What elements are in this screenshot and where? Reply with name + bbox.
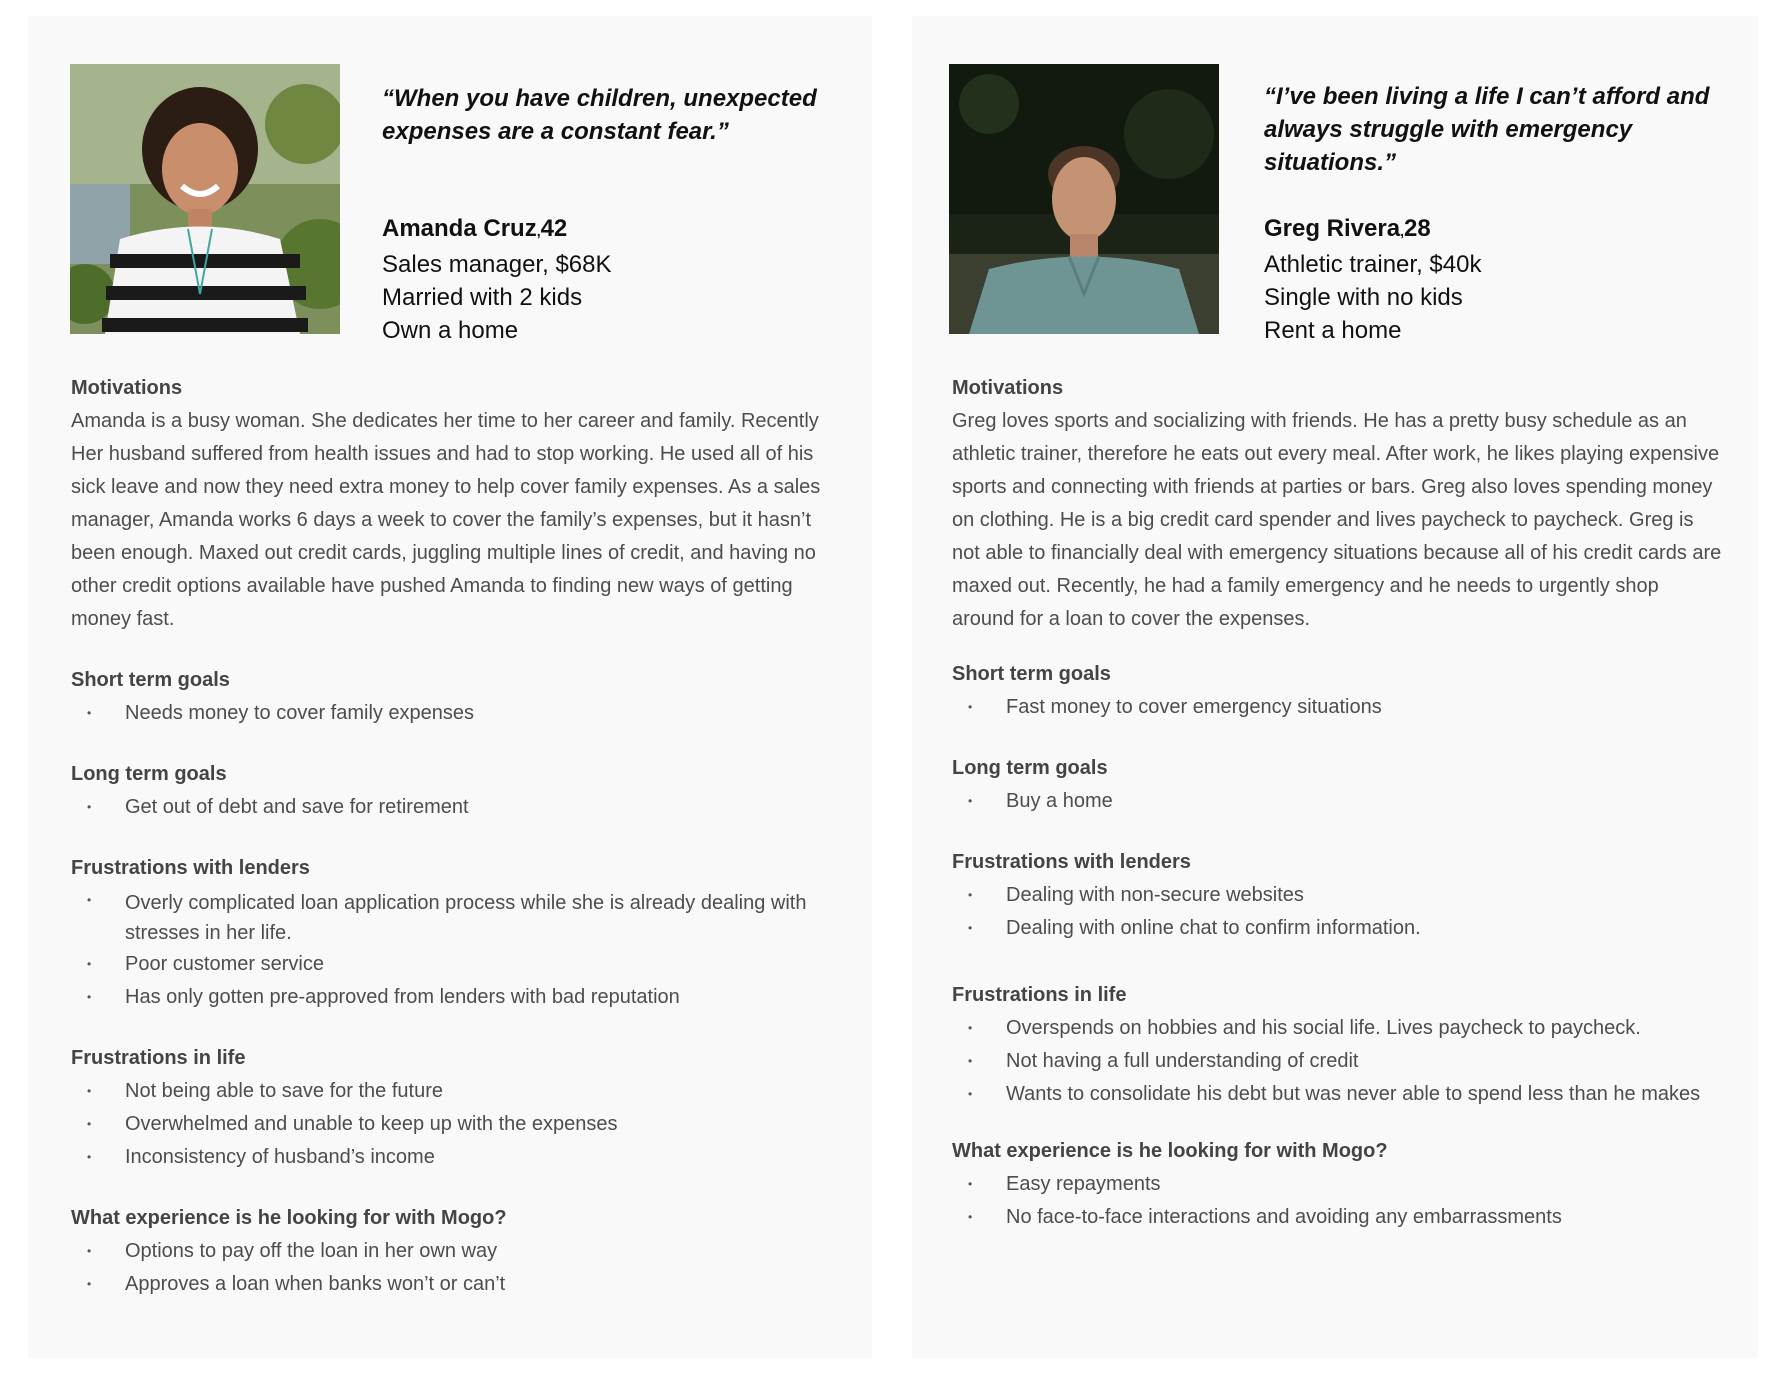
persona-family: Married with 2 kids <box>382 284 583 311</box>
list-item: • Needs money to cover family expenses <box>71 697 832 730</box>
persona-name: Greg Rivera <box>1264 215 1401 242</box>
short-term-goals-section <box>71 664 832 730</box>
persona-name: Amanda Cruz <box>382 215 537 242</box>
persona-header <box>382 64 852 347</box>
list-item: • No face-to-face interactions and avoiding any embarrassments <box>952 1201 1722 1234</box>
short-term-goals-section <box>952 658 1722 724</box>
mogo-experience-section <box>952 1135 1722 1234</box>
persona-family: Single with no kids <box>1264 284 1463 311</box>
persona-card-amanda <box>28 16 872 1358</box>
persona-header <box>1264 64 1734 347</box>
portrait-young-man-icon <box>949 64 1219 334</box>
motivations-text: Amanda is a busy woman. She dedicates her time to her career and family. Recently Her husband suffered from health issues and had to stop working. He used all of his sick leave and now they need extra money to help cover family expenses. As a sales manager, Amanda works 6 days a week to cover the family’s expenses, but it hasn’t been enough. Maxed out credit cards, juggling multiple lines of credit, and having no other credit options available have pushed Amanda to finding new ways of getting money fast. <box>71 410 821 630</box>
mogo-experience-section <box>71 1202 832 1301</box>
persona-job: Sales manager, $68K <box>382 251 612 278</box>
section-title: Short term goals <box>952 663 1111 685</box>
long-term-goals-section <box>952 752 1722 818</box>
list-item: • Overwhelmed and unable to keep up with the expenses <box>71 1108 832 1141</box>
persona-name-line <box>382 212 852 248</box>
persona-job: Athletic trainer, $40k <box>1264 251 1482 278</box>
list-item: • Get out of debt and save for retirement <box>71 791 832 824</box>
section-title: Frustrations with lenders <box>952 851 1191 873</box>
list-item: • Dealing with non-secure websites <box>952 879 1722 912</box>
list-item: • Poor customer service <box>71 948 832 981</box>
persona-card-greg <box>912 16 1758 1358</box>
frustrations-life-section <box>952 979 1722 1111</box>
name-separator: , <box>536 223 541 239</box>
name-separator: , <box>1400 223 1404 239</box>
list-item: • Has only gotten pre-approved from lenders with bad reputation <box>71 981 832 1014</box>
frustrations-lenders-section <box>952 846 1722 945</box>
list-item: • Dealing with online chat to confirm information. <box>952 912 1722 945</box>
persona-profile <box>1264 212 1734 347</box>
section-title: What experience is he looking for with Mogo? <box>71 1207 507 1229</box>
persona-details <box>952 372 1722 1262</box>
persona-profile <box>382 212 852 347</box>
list-item: • Overly complicated loan application process while she is already dealing with stresses in her life. <box>71 885 832 948</box>
list-item: • Fast money to cover emergency situations <box>952 691 1722 724</box>
persona-quote: “When you have children, unexpected expenses are a constant fear.” <box>382 85 817 145</box>
section-title: Frustrations with lenders <box>71 857 310 879</box>
list-item: • Not being able to save for the future <box>71 1075 832 1108</box>
motivations-section <box>71 372 832 636</box>
section-title: Motivations <box>952 377 1064 399</box>
persona-photo <box>949 64 1219 334</box>
list-item: • Not having a full understanding of credit <box>952 1045 1722 1078</box>
persona-age: 28 <box>1403 215 1431 242</box>
section-title: Frustrations in life <box>71 1047 246 1069</box>
list-item: • Easy repayments <box>952 1168 1722 1201</box>
list-item: • Buy a home <box>952 785 1722 818</box>
persona-home: Own a home <box>382 317 519 344</box>
list-item: • Overspends on hobbies and his social life. Lives paycheck to paycheck. <box>952 1012 1722 1045</box>
list-item: • Approves a loan when banks won’t or can’t <box>71 1268 832 1301</box>
section-title: Frustrations in life <box>952 984 1127 1006</box>
persona-name-line <box>1264 212 1734 248</box>
portrait-smiling-woman-icon <box>70 64 340 334</box>
section-title: Long term goals <box>952 757 1108 779</box>
persona-home: Rent a home <box>1264 317 1402 344</box>
section-title: Long term goals <box>71 763 227 785</box>
persona-photo <box>70 64 340 334</box>
list-item: • Inconsistency of husband’s income <box>71 1141 832 1174</box>
motivations-text: Greg loves sports and socializing with friends. He has a pretty busy schedule as an athletic trainer, therefore he eats out every meal. After work, he likes playing expensive sports and connecting with friends at parties or bars. Greg also loves spending money on clothing. He is a big credit card spender and lives paycheck to paycheck. Greg is not able to financially deal with emergency situations because all of his credit cards are maxed out. Recently, he had a family emergency and he needs to urgently shop around for a loan to cover the expenses. <box>952 410 1722 630</box>
frustrations-life-section <box>71 1042 832 1174</box>
motivations-section <box>952 372 1722 636</box>
section-title: Motivations <box>71 377 183 399</box>
list-item: • Options to pay off the loan in her own way <box>71 1235 832 1268</box>
persona-details <box>71 372 832 1329</box>
persona-quote: “I’ve been living a life I can’t afford and always struggle with emergency situations.” <box>1264 83 1710 176</box>
section-title: What experience is he looking for with Mogo? <box>952 1140 1388 1162</box>
frustrations-lenders-section <box>71 852 832 1014</box>
list-item: • Wants to consolidate his debt but was never able to spend less than he makes <box>952 1078 1722 1111</box>
section-title: Short term goals <box>71 669 230 691</box>
long-term-goals-section <box>71 758 832 824</box>
persona-age: 42 <box>540 215 568 242</box>
